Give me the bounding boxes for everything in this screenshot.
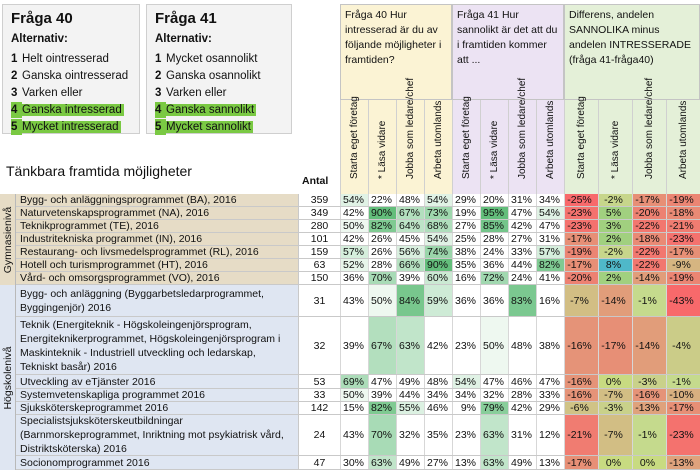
program-name: Sjuksköterskeprogrammet 2016 <box>20 402 169 414</box>
diff-cell: -23% <box>666 415 700 455</box>
q40-cell: 50% <box>340 389 368 401</box>
legend-q41-option <box>155 102 256 118</box>
table-row <box>16 317 700 375</box>
q41-cell: 19% <box>452 207 480 219</box>
q40-cell: 69% <box>340 375 368 388</box>
q40-cell: 43% <box>340 285 368 316</box>
column-header-label: * Läsa vidare <box>488 120 500 179</box>
column-header <box>368 100 396 194</box>
question-header-diff-text: Differens, andelen SANNOLIKA minus andelen INTRESSERADE (fråga 41-fråga40) <box>569 9 691 66</box>
q40-cell: 44% <box>396 389 424 401</box>
q41-cell: 12% <box>536 415 564 455</box>
column-header-label: Starta eget företag <box>460 96 472 179</box>
q41-cell: 54% <box>536 207 564 219</box>
column-header <box>508 77 536 194</box>
diff-cell: -17% <box>564 233 598 245</box>
q41-cell: 29% <box>452 194 480 206</box>
diff-cell: -43% <box>666 285 700 316</box>
q41-cell: 42% <box>508 220 536 232</box>
q41-cell: 23% <box>452 317 480 374</box>
q41-cell: 33% <box>536 389 564 401</box>
legend-q40-option <box>11 85 83 101</box>
column-header-label: Arbeta utomlands <box>544 100 556 179</box>
q41-cell: 36% <box>480 259 508 271</box>
column-header <box>564 96 598 194</box>
diff-cell: -9% <box>666 259 700 271</box>
antal-value: 63 <box>298 259 340 271</box>
q40-cell: 28% <box>368 259 396 271</box>
diff-cell: 3% <box>598 220 632 232</box>
q41-cell: 49% <box>508 456 536 469</box>
diff-cell: -13% <box>632 402 666 414</box>
q41-cell: 33% <box>508 246 536 258</box>
diff-cell: -17% <box>564 259 598 271</box>
legend-q40-option-label: Ganska intresserad <box>22 104 122 116</box>
q41-cell: 36% <box>480 285 508 316</box>
diff-cell: -14% <box>632 272 666 284</box>
antal-value: 150 <box>298 272 340 284</box>
q41-cell: 38% <box>452 246 480 258</box>
q41-cell: 57% <box>536 246 564 258</box>
q41-cell: 31% <box>536 233 564 245</box>
q41-cell: 46% <box>508 375 536 388</box>
diff-cell: -17% <box>666 246 700 258</box>
diff-cell: -20% <box>632 207 666 219</box>
legend-q40-option <box>11 119 121 135</box>
column-header-label: Starta eget företag <box>575 96 587 179</box>
program-name: Teknik (Energiteknik - Högskoleingenjörsprogram, Energiteknikerprogrammet, Högskoleingenjörsprogram i Maskinteknik - Industriell utveckling och ledarskap, Tekniskt basår) 2016 <box>20 318 281 373</box>
q40-cell: 82% <box>368 402 396 414</box>
legend-q41-option-label: Ganska osannolikt <box>166 70 261 82</box>
legend-q40 <box>2 4 140 134</box>
diff-cell: -7% <box>564 285 598 316</box>
column-header <box>666 100 700 194</box>
diff-cell: -2% <box>598 194 632 206</box>
q41-cell: 13% <box>536 456 564 469</box>
diff-cell: -1% <box>666 375 700 388</box>
program-name: Bygg- och anläggningsprogrammet (BA), 2016 <box>20 194 237 206</box>
q41-cell: 47% <box>536 375 564 388</box>
antal-value: 31 <box>298 285 340 316</box>
diff-cell: -1% <box>632 415 666 455</box>
q40-cell: 26% <box>368 246 396 258</box>
diff-cell: -13% <box>666 456 700 469</box>
q41-cell: 13% <box>452 456 480 469</box>
q40-cell: 39% <box>340 317 368 374</box>
diff-cell: -10% <box>666 389 700 401</box>
antal-value: 33 <box>298 389 340 401</box>
q40-cell: 74% <box>424 246 452 258</box>
column-header-label: Jobba som ledare/chef <box>643 77 655 179</box>
diff-cell: -16% <box>564 317 598 374</box>
question-header-diff <box>564 4 700 100</box>
q40-cell: 63% <box>368 456 396 469</box>
q41-cell: 27% <box>452 220 480 232</box>
diff-cell: -22% <box>632 259 666 271</box>
antal-column-header: Antal <box>302 175 329 187</box>
diff-cell: -21% <box>564 415 598 455</box>
q41-cell: 83% <box>508 285 536 316</box>
q41-cell: 63% <box>480 456 508 469</box>
q40-cell: 82% <box>368 220 396 232</box>
legend-q40-subtitle: Alternativ: <box>11 33 68 45</box>
q41-cell: 47% <box>480 375 508 388</box>
table-title: Tänkbara framtida möjligheter <box>6 163 192 179</box>
q41-cell: 16% <box>452 272 480 284</box>
q40-cell: 56% <box>396 246 424 258</box>
q41-cell: 34% <box>536 194 564 206</box>
q40-cell: 45% <box>396 233 424 245</box>
q41-cell: 24% <box>508 272 536 284</box>
legend-q40-option-number: 3 <box>11 87 18 99</box>
q41-cell: 27% <box>508 233 536 245</box>
legend-q41-option-label: Ganska sannolikt <box>166 104 255 116</box>
q40-cell: 70% <box>368 272 396 284</box>
diff-cell: -7% <box>598 389 632 401</box>
q41-cell: 85% <box>480 220 508 232</box>
diff-cell: -17% <box>632 194 666 206</box>
q40-cell: 54% <box>424 233 452 245</box>
legend-q40-option-number: 1 <box>11 53 18 65</box>
question-header-q40-text: Fråga 40 Hur intresserad är du av följande möjligheter i framtiden? <box>345 9 442 66</box>
program-name: Specialistsjuksköterskeutbildningar (Barnmorskeprogrammet, Inriktning mot psykiatrisk vård, Distriktsköterska) 2016 <box>20 415 284 455</box>
diff-cell: -19% <box>564 246 598 258</box>
legend-q40-option-number: 4 <box>11 102 22 118</box>
table-row <box>16 415 700 456</box>
diff-cell: 2% <box>598 272 632 284</box>
legend-q40-option-number: 2 <box>11 70 18 82</box>
q41-cell: 72% <box>480 272 508 284</box>
q40-cell: 47% <box>368 375 396 388</box>
diff-cell: -1% <box>632 285 666 316</box>
diff-cell: -23% <box>564 220 598 232</box>
q40-cell: 39% <box>396 272 424 284</box>
legend-q41-option <box>155 119 253 135</box>
q41-cell: 31% <box>508 194 536 206</box>
q40-cell: 42% <box>340 207 368 219</box>
legend-q41-option-label: Mycket osannolikt <box>166 53 258 65</box>
q40-cell: 90% <box>368 207 396 219</box>
q41-cell: 28% <box>508 389 536 401</box>
diff-cell: -16% <box>632 389 666 401</box>
q40-cell: 46% <box>424 402 452 414</box>
diff-cell: 0% <box>598 375 632 388</box>
legend-q41-option-number: 1 <box>155 53 162 65</box>
antal-value: 53 <box>298 375 340 388</box>
q40-cell: 22% <box>368 194 396 206</box>
diff-cell: -18% <box>632 233 666 245</box>
diff-cell: -23% <box>666 233 700 245</box>
q40-cell: 39% <box>368 389 396 401</box>
diff-cell: -2% <box>598 246 632 258</box>
column-header <box>480 100 508 194</box>
diff-cell: -17% <box>564 456 598 469</box>
program-name: Hotell och turismprogrammet (HT), 2016 <box>20 259 208 271</box>
antal-value: 47 <box>298 456 340 469</box>
legend-q40-option <box>11 102 124 118</box>
column-header-label: Arbeta utomlands <box>677 100 689 179</box>
q41-cell: 24% <box>480 246 508 258</box>
q41-cell: 20% <box>480 194 508 206</box>
q40-cell: 50% <box>368 285 396 316</box>
antal-value: 101 <box>298 233 340 245</box>
q41-cell: 16% <box>536 285 564 316</box>
legend-q40-option <box>11 68 128 84</box>
column-header <box>424 100 452 194</box>
legend-q41-option-label: Mycket sannolikt <box>166 121 252 133</box>
legend-q41-option-number: 2 <box>155 70 162 82</box>
q41-cell: 48% <box>508 317 536 374</box>
diff-cell: 0% <box>632 456 666 469</box>
column-header-label: * Läsa vidare <box>609 120 621 179</box>
question-header-q41-text: Fråga 41 Hur sannolikt är det att du i framtiden kommer att ... <box>457 9 558 66</box>
table-row <box>16 456 700 470</box>
q40-cell: 30% <box>340 456 368 469</box>
diff-cell: -6% <box>564 402 598 414</box>
program-name: Vård- och omsorgsprogrammet (VO), 2016 <box>20 272 220 284</box>
q40-cell: 32% <box>396 415 424 455</box>
column-header-label: * Läsa vidare <box>376 120 388 179</box>
group-label <box>0 194 16 285</box>
q40-cell: 15% <box>340 402 368 414</box>
diff-cell: -22% <box>632 220 666 232</box>
q41-cell: 31% <box>508 415 536 455</box>
diff-cell: -19% <box>666 194 700 206</box>
q40-cell: 70% <box>368 415 396 455</box>
diff-cell: -25% <box>564 194 598 206</box>
diff-cell: -3% <box>598 402 632 414</box>
legend-q41-subtitle: Alternativ: <box>155 33 212 45</box>
diff-cell: 0% <box>598 456 632 469</box>
antal-value: 280 <box>298 220 340 232</box>
q40-cell: 54% <box>424 194 452 206</box>
diff-cell: -22% <box>632 246 666 258</box>
q40-cell: 63% <box>396 317 424 374</box>
q40-cell: 36% <box>340 272 368 284</box>
legend-q40-option-label: Helt ointresserad <box>22 53 109 65</box>
q41-cell: 28% <box>480 233 508 245</box>
diff-cell: -23% <box>564 207 598 219</box>
diff-cell: 5% <box>598 207 632 219</box>
q40-cell: 48% <box>396 194 424 206</box>
diff-cell: -16% <box>564 389 598 401</box>
legend-q41-option <box>155 85 227 101</box>
q41-cell: 54% <box>452 375 480 388</box>
question-header-q40 <box>340 4 452 100</box>
program-name: Utveckling av eTjänster 2016 <box>20 375 156 388</box>
q40-cell: 27% <box>424 456 452 469</box>
q40-cell: 57% <box>340 246 368 258</box>
q40-cell: 52% <box>340 259 368 271</box>
diff-cell: -3% <box>632 375 666 388</box>
column-header-label: Jobba som ledare/chef <box>404 77 416 179</box>
q41-cell: 79% <box>480 402 508 414</box>
diff-cell: -14% <box>598 285 632 316</box>
q40-cell: 68% <box>424 220 452 232</box>
q41-cell: 95% <box>480 207 508 219</box>
q41-cell: 82% <box>536 259 564 271</box>
q41-cell: 50% <box>480 317 508 374</box>
legend-q40-title: Fråga 40 <box>11 10 73 27</box>
column-header-label: Arbeta utomlands <box>432 100 444 179</box>
legend-q40-option-label: Mycket intresserad <box>22 121 119 133</box>
table-row <box>16 285 700 317</box>
q40-cell: 42% <box>424 317 452 374</box>
q40-cell: 84% <box>396 285 424 316</box>
diff-cell: -4% <box>666 317 700 374</box>
q40-cell: 55% <box>396 402 424 414</box>
q41-cell: 32% <box>480 389 508 401</box>
q41-cell: 34% <box>452 389 480 401</box>
diff-cell: -17% <box>598 317 632 374</box>
q40-cell: 90% <box>424 259 452 271</box>
antal-value: 142 <box>298 402 340 414</box>
program-name: Industritekniska programmet (IN), 2016 <box>20 233 203 245</box>
antal-value: 32 <box>298 317 340 374</box>
q41-cell: 63% <box>480 415 508 455</box>
q40-cell: 66% <box>396 259 424 271</box>
legend-q41-option-number: 5 <box>155 119 166 135</box>
column-header-label: Starta eget företag <box>348 96 360 179</box>
antal-value: 159 <box>298 246 340 258</box>
q41-cell: 41% <box>536 272 564 284</box>
diff-cell: -14% <box>632 317 666 374</box>
q40-cell: 35% <box>424 415 452 455</box>
antal-value: 24 <box>298 415 340 455</box>
q41-cell: 9% <box>452 402 480 414</box>
q40-cell: 50% <box>340 220 368 232</box>
q40-cell: 60% <box>424 272 452 284</box>
program-name: Restaurang- och livsmedelsprogrammet (RL), 2016 <box>20 246 259 258</box>
program-name: Teknikprogrammet (TE), 2016 <box>20 220 159 232</box>
legend-q40-option-number: 5 <box>11 119 22 135</box>
group-label-text: Gymnasienivå <box>1 206 14 273</box>
q40-cell: 54% <box>340 194 368 206</box>
group-label <box>0 285 16 470</box>
column-header <box>598 100 632 194</box>
column-header <box>632 77 666 194</box>
q40-cell: 34% <box>424 389 452 401</box>
q40-cell: 26% <box>368 233 396 245</box>
legend-q41-option <box>155 51 257 67</box>
q40-cell: 49% <box>396 456 424 469</box>
diff-cell: -20% <box>564 272 598 284</box>
program-name: Naturvetenskapsprogrammet (NA), 2016 <box>20 207 210 219</box>
q41-cell: 25% <box>452 233 480 245</box>
q41-cell: 29% <box>536 402 564 414</box>
q40-cell: 43% <box>340 415 368 455</box>
column-header <box>396 77 424 194</box>
legend-q40-option <box>11 51 109 67</box>
column-header <box>536 100 564 194</box>
q40-cell: 59% <box>424 285 452 316</box>
q40-cell: 42% <box>340 233 368 245</box>
q41-cell: 38% <box>536 317 564 374</box>
program-name: Bygg- och anläggning (Byggarbetsledarprogrammet, Byggingenjör) 2016 <box>20 287 264 314</box>
diff-cell: 8% <box>598 259 632 271</box>
diff-cell: -18% <box>666 207 700 219</box>
diff-cell: -21% <box>666 220 700 232</box>
question-header-q41 <box>452 4 564 100</box>
group-label-text: Högskolenivå <box>1 345 14 410</box>
q40-cell: 64% <box>396 220 424 232</box>
q41-cell: 42% <box>508 402 536 414</box>
diff-cell: -17% <box>666 402 700 414</box>
q41-cell: 23% <box>452 415 480 455</box>
q41-cell: 47% <box>536 220 564 232</box>
q40-cell: 49% <box>396 375 424 388</box>
q41-cell: 47% <box>508 207 536 219</box>
diff-cell: -7% <box>598 415 632 455</box>
antal-value: 349 <box>298 207 340 219</box>
legend-q40-option-label: Ganska ointresserad <box>22 70 129 82</box>
q41-cell: 44% <box>508 259 536 271</box>
legend-q41-title: Fråga 41 <box>155 10 217 27</box>
legend-q41 <box>146 4 292 134</box>
legend-q41-option <box>155 68 261 84</box>
column-header <box>452 96 480 194</box>
column-header <box>340 96 368 194</box>
legend-q41-option-number: 4 <box>155 102 166 118</box>
diff-cell: -19% <box>666 272 700 284</box>
diff-cell: -16% <box>564 375 598 388</box>
table-row <box>16 375 700 389</box>
program-name: Socionomprogrammet 2016 <box>20 456 150 469</box>
q41-cell: 36% <box>452 285 480 316</box>
legend-q40-option-label: Varken eller <box>22 87 83 99</box>
legend-q41-option-label: Varken eller <box>166 87 227 99</box>
q41-cell: 35% <box>452 259 480 271</box>
table-row <box>16 272 700 285</box>
program-name: Systemvetenskapliga programmet 2016 <box>20 389 206 401</box>
diff-cell: 2% <box>598 233 632 245</box>
q40-cell: 48% <box>424 375 452 388</box>
antal-value: 359 <box>298 194 340 206</box>
column-header-label: Jobba som ledare/chef <box>516 77 528 179</box>
q40-cell: 67% <box>396 207 424 219</box>
q40-cell: 67% <box>368 317 396 374</box>
legend-q41-option-number: 3 <box>155 87 162 99</box>
q40-cell: 73% <box>424 207 452 219</box>
